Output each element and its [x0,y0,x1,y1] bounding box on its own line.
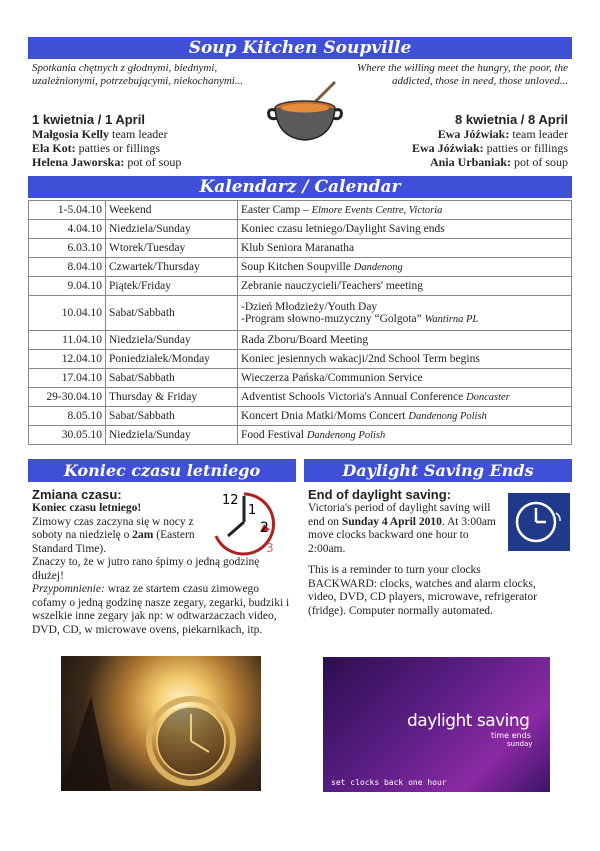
header-banner [28,37,572,59]
table-row: 29-30.04.10 Thursday & Friday Adventist Schools Victoria's Annual Conference Doncaster [29,388,572,407]
team-member: Helena Jaworska: pot of soup [32,155,182,169]
left-lead: Koniec czasu letniego! [32,502,142,514]
right-paragraph-2: This is a reminder to turn your clocks BACKWARD: clocks, watches and alarm clocks, video, DVD, CD players, microwave, refrigerator (fridge). Computer normally automated. [308,564,537,617]
calendar-title: Kalendarz / Calendar [199,177,401,197]
right-section-banner [304,459,572,482]
team-left [32,108,292,169]
intro-english: Where the willing meet the hungry, the poor, the addicted, those in need, those unloved... [357,62,568,87]
left-section-title: Koniec czasu letniego [63,461,261,480]
promo-sub2: sunday [507,740,533,748]
clock-num-12: 12 [222,493,239,508]
left-paragraph-3: Przypomnienie: wraz ze startem czasu zimowego cofamy o jedną godzinę nasze zegary, zegarki, budziki i wszelkie inne zegary jak np: w odtwarzaczach video, DVD, CD, w microwave ovens, piekarnikach, itp. [32,583,290,636]
left-subtitle: Zmiana czasu: [32,487,122,502]
team-member: Ela Kot: patties or fillings [32,141,160,155]
date-right: 8 kwietnia / 8 April [455,112,568,127]
table-row: 6.03.10 Wtorek/Tuesday Klub Seniora Maranatha [29,239,572,258]
clock-back-icon [208,488,280,556]
promo-main: daylight saving [407,711,530,731]
promo-sub1: time ends [491,731,531,740]
table-row: 17.04.10 Sabat/Sabbath Wieczerza Pańska/Communion Service [29,369,572,388]
table-row: 30.05.10 Niedziela/Sunday Food Festival Dandenong Polish [29,426,572,445]
calendar-banner [28,176,572,198]
team-member: Ewa Jóźwiak: patties or fillings [412,141,568,155]
team-member: Ewa Jóźwiak: team leader [437,127,568,141]
team-right [308,108,568,169]
date-left: 1 kwietnia / 1 April [32,112,145,127]
clock-num-2: 2 [260,520,269,536]
table-row: 8.05.10 Sabat/Sabbath Koncert Dnia Matki/Moms Concert Dandenong Polish [29,407,572,426]
right-section-body [308,487,537,618]
clock-num-1: 1 [248,503,257,518]
clock-num-3: 3 [266,541,274,555]
right-paragraph-1: Victoria's period of daylight saving will end on Sunday 4 April 2010. At 3:00am move clocks backward one hour to 2:00am. [308,502,496,555]
table-row: 10.04.10 Sabat/Sabbath -Dzień Młodzieży/Youth Day -Program słowno-muzyczny “Golgota” Wantirna PL [29,296,572,331]
table-row: 9.04.10 Piątek/Friday Zebranie nauczycieli/Teachers' meeting [29,277,572,296]
team-member: Ania Urbaniak: pot of soup [429,155,568,169]
page-title: Soup Kitchen Soupville [188,38,412,58]
left-paragraph-2: Znaczy to, że w jutro rano śpimy o jedną godzinę dłużej! [32,556,260,582]
right-subtitle: End of daylight saving: [308,487,452,502]
clock-icon [508,493,570,551]
left-section-banner [28,459,296,482]
team-member: Małgosia Kelly team leader [32,127,168,141]
intro-polish: Spotkania chętnych z głodnymi, biednymi, uzależnionymi, potrzebującymi, niekochanymi... [32,62,244,87]
table-row: 8.04.10 Czwartek/Thursday Soup Kitchen Soupville Dandenong [29,258,572,277]
promo-foot: set clocks back one hour [331,778,447,787]
table-row: 1-5.04.10 Weekend Easter Camp – Elmore Events Centre, Victoria [29,201,572,220]
left-section-body: Zmiana czasu: Koniec czasu letniego! Zimowy czas zaczyna się w nocy z soboty na niedzielę o 2am (Eastern Standard Time). Znaczy to, że w jutro rano śpimy o jedną godzinę dłużej! Przypomnienie: wraz ze startem czasu zimowego cofamy o jedną godzinę nasze zegary, zegarki, budziki i wszelkie inne zegary jak np: w odtwarzaczach video, DVD, CD, w microwave ovens, piekarnikach, itp. [32,487,294,637]
calendar-table [28,200,572,445]
right-section-title: Daylight Saving Ends [342,461,534,480]
table-row: 4.04.10 Niedziela/Sunday Koniec czasu letniego/Daylight Saving ends [29,220,572,239]
clock-photo [61,656,261,791]
daylight-saving-promo [323,657,550,792]
table-row: 11.04.10 Niedziela/Sunday Rada Zboru/Board Meeting [29,331,572,350]
table-row: 12.04.10 Poniedziałek/Monday Koniec jesiennych wakacji/2nd School Term begins [29,350,572,369]
